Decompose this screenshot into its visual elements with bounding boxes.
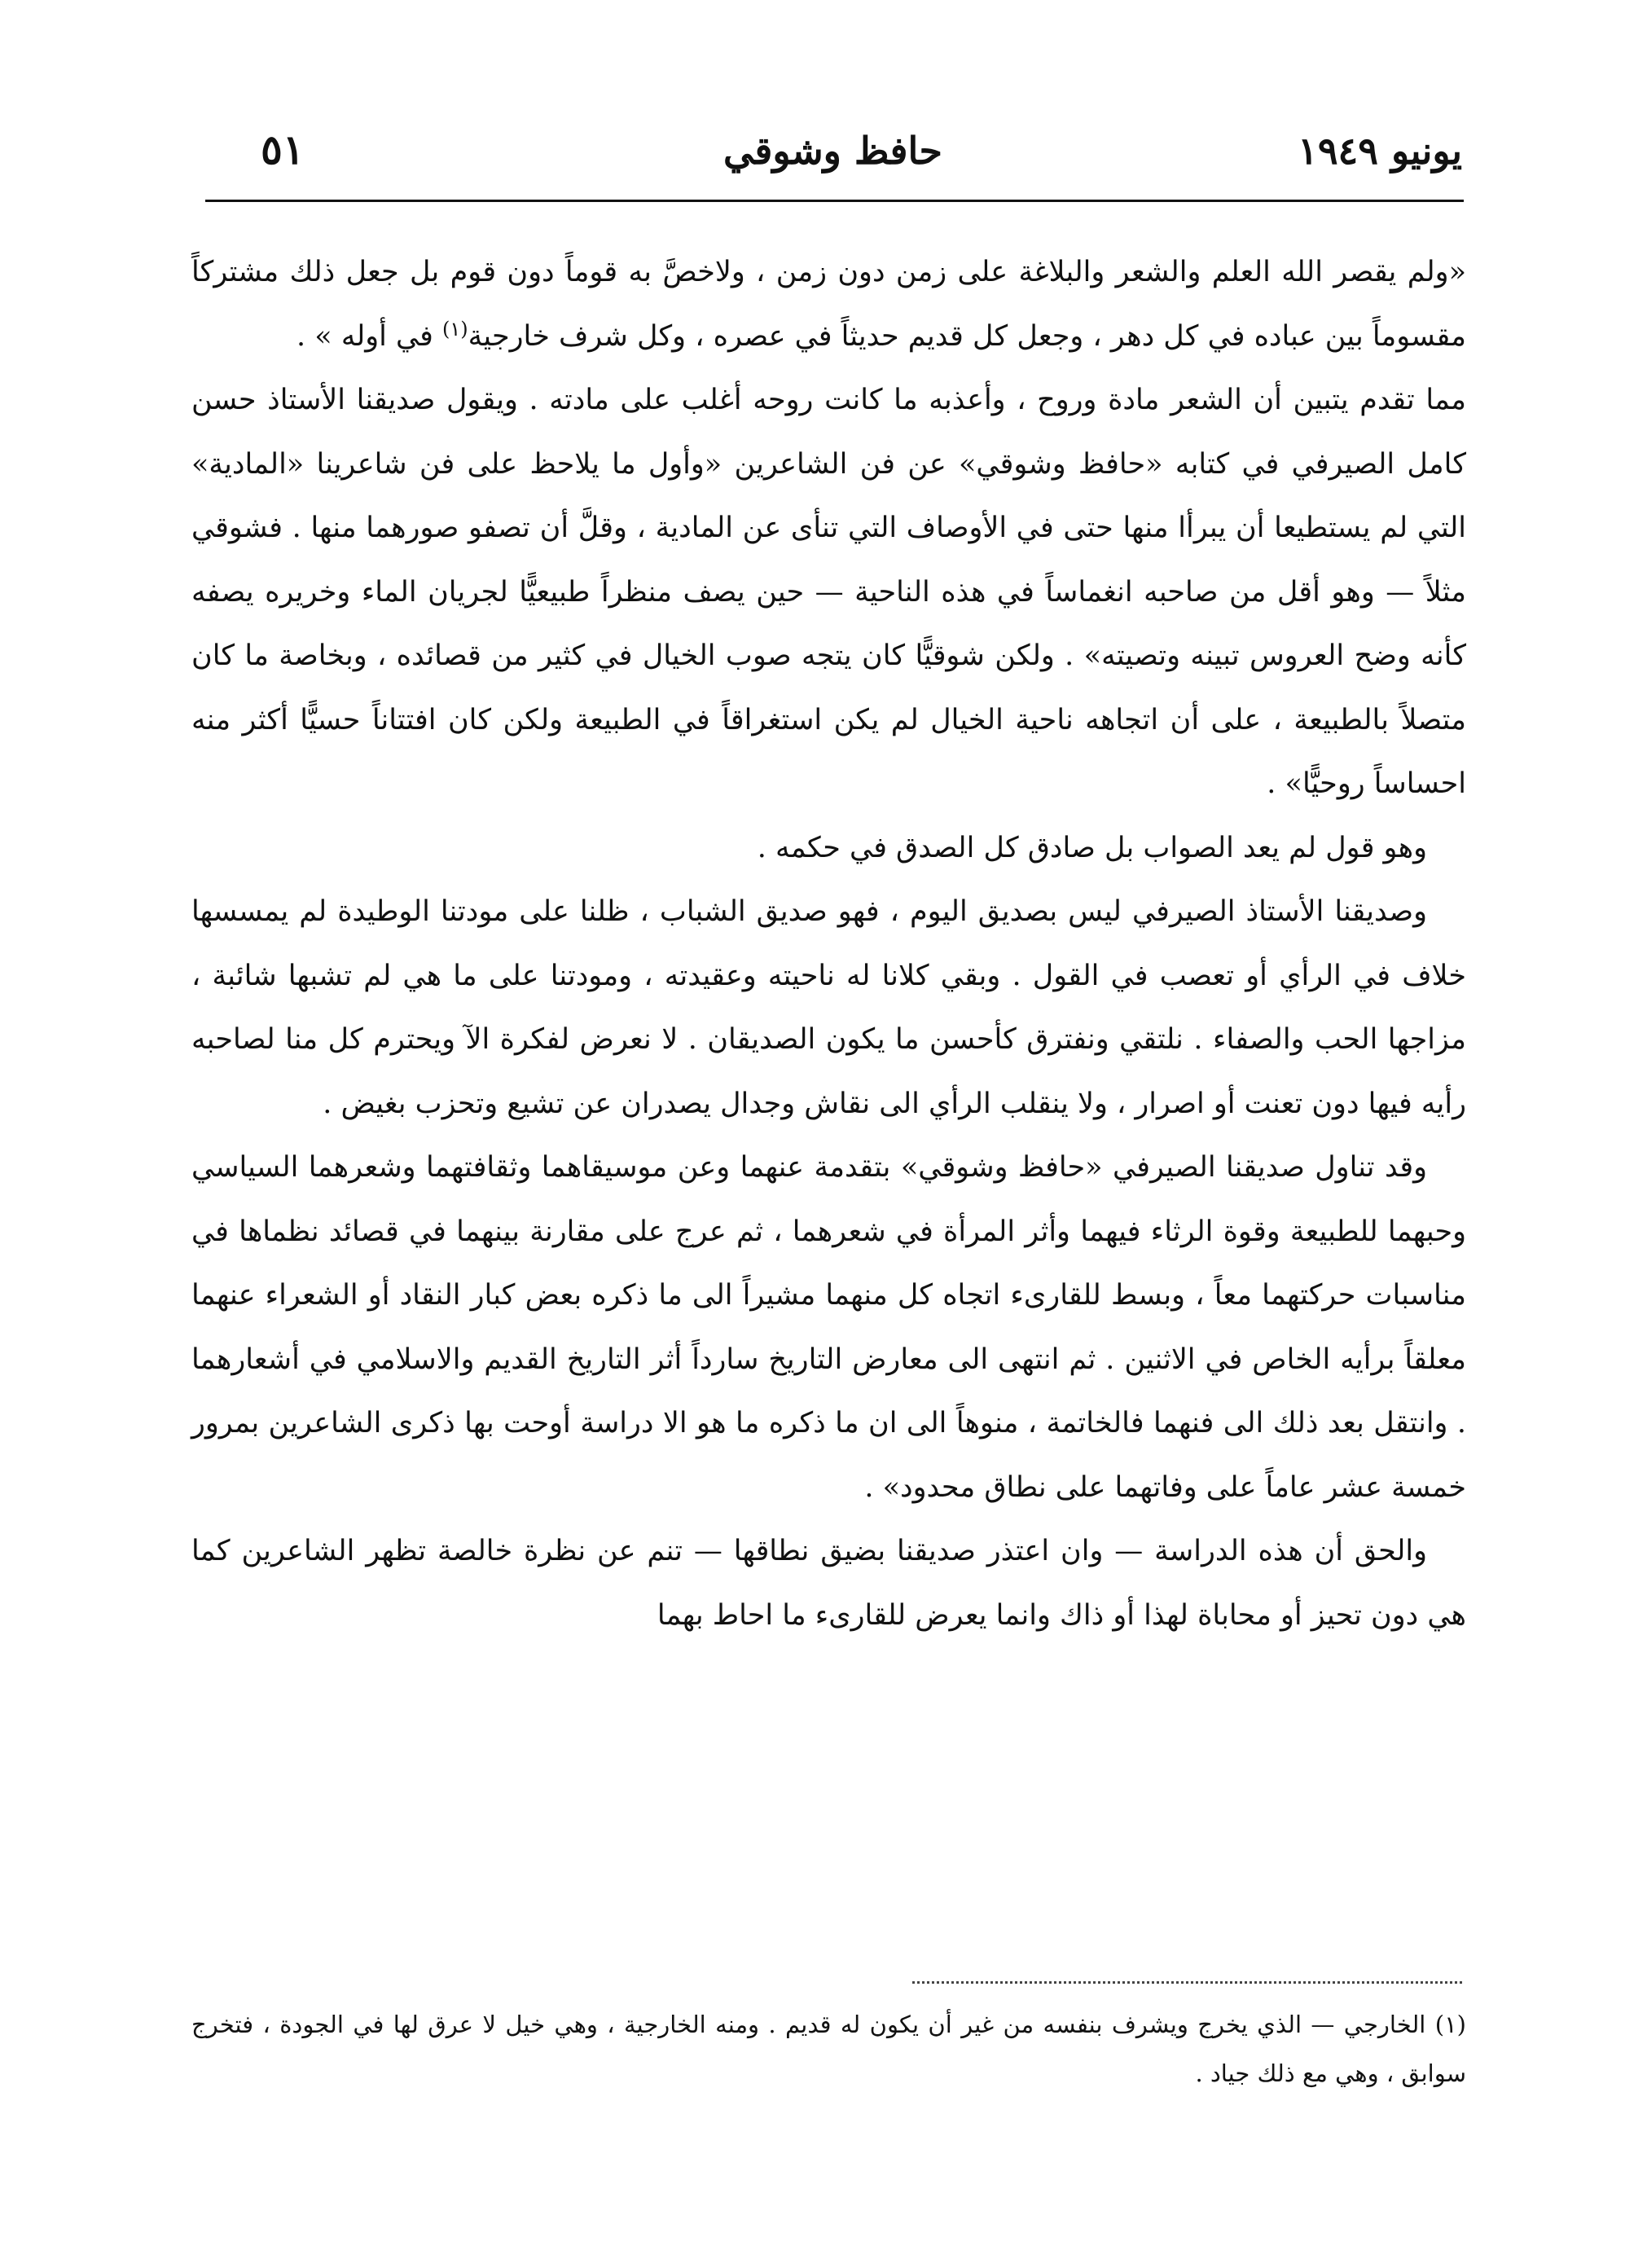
paragraph: وقد تناول صديقنا الصيرفي «حافظ وشوقي» بتقدمة عنهما وعن موسيقاهما وثقافتهما وشعرهما السياسي وحبهما للطبيعة وقوة الرثاء فيهما وأثر المرأة في شعرهما ، ثم عرج على مقارنة بينهما في قصائد نظماها في مناسبات حركتهما معاً ، وبسط للقارىء اتجاه كل منهما مشيراً الى ما ذكره بعض كبار النقاد أو الشعراء عنهما معلقاً برأيه الخاص في الاثنين . ثم انتهى الى معارض التاريخ سارداً أثر التاريخ القديم والاسلامي في أشعارهما . وانتقل بعد ذلك الى فنهما فالخاتمة ، منوهاً الى ان ما ذكره ما هو الا دراسة أوحت بها ذكرى الشاعرين بمرور خمسة عشر عاماً على وفاتهما على نطاق محدود» . (191, 1151, 1466, 1504)
paragraph: وهو قول لم يعد الصواب بل صادق كل الصدق في حكمه . (757, 831, 1427, 864)
paragraph: والحق أن هذه الدراسة — وان اعتذر صديقنا بضيق نطاقها — تنم عن نظرة خالصة تظهر الشاعرين كما هي دون تحيز أو محاباة لهذا أو ذاك وانما يعرض للقارىء ما احاط بهما (191, 1535, 1466, 1632)
footnote (191, 2000, 1466, 2098)
paragraph-quote-text: «ولم يقصر الله العلم والشعر والبلاغة على زمن دون زمن ، ولاخصَّ به قوماً دون قوم بل جعل ذلك مشتركاً مقسوماً بين عباده في كل دهر ، وجعل كل قديم حديثاً في عصره ، وكل شرف خارجية (191, 256, 1466, 353)
paragraph-quote-tail: في أوله » . (296, 319, 443, 353)
header-rule (205, 200, 1464, 202)
running-header (204, 122, 1462, 196)
page-number: ٥١ (261, 125, 305, 174)
header-title: حافظ وشوقي (723, 129, 942, 173)
footnote-separator (912, 1981, 1462, 1984)
body-text (191, 240, 1466, 1647)
paragraph-quote (191, 240, 1466, 368)
footnote-text: الخارجي — الذي يخرج ويشرف بنفسه من غير أن يكون له قديم . ومنه الخارجية ، وهي خيل لا عرق لها في الجودة ، فتخرج سوابق ، وهي مع ذلك جياد . (191, 2011, 1466, 2087)
footnote-reference-marker: (١) (442, 317, 468, 341)
paragraph: وصديقنا الأستاذ الصيرفي ليس بصديق اليوم ، فهو صديق الشباب ، ظلنا على مودتنا الوطيدة لم يمسسها خلاف في الرأي أو تعصب في القول . وبقي كلانا له ناحيته وعقيدته ، ومودتنا على ما هي لم تشبها شائبة ، مزاجها الحب والصفاء . نلتقي ونفترق كأحسن ما يكون الصديقان . لا نعرض لفكرة الآ ويحترم كل منا لصاحبه رأيه فيها دون تعنت أو اصرار ، ولا ينقلب الرأي الى نقاش وجدال يصدران عن تشيع وتحزب بغيض . (191, 895, 1466, 1120)
paragraph: مما تقدم يتبين أن الشعر مادة وروح ، وأعذبه ما كانت روحه أغلب على مادته . ويقول صديقنا الأستاذ حسن كامل الصيرفي في كتابه «حافظ وشوقي» عن فن الشاعرين «وأول ما يلاحظ على فن شاعرينا «المادية» التي لم يستطيعا أن يبرأا منها حتى في الأوصاف التي تنأى عن المادية ، وقلَّ أن تصفو صورهما منها . فشوقي مثلاً — وهو أقل من صاحبه انغماساً في هذه الناحية — حين يصف منظراً طبيعيًّا لجريان الماء وخريره يصفه كأنه وضح العروس تبينه وتصيته» . ولكن شوقيًّا كان يتجه صوب الخيال في كثير من قصائده ، وبخاصة ما كان متصلاً بالطبيعة ، على أن اتجاهه ناحية الخيال لم يكن استغراقاً في الطبيعة ولكن كان افتتاناً حسيًّا أكثر منه احساساً روحيًّا» . (191, 384, 1466, 800)
header-date: يونيو ١٩٤٩ (1298, 129, 1462, 173)
footnote-marker: (١) (1434, 2011, 1466, 2038)
